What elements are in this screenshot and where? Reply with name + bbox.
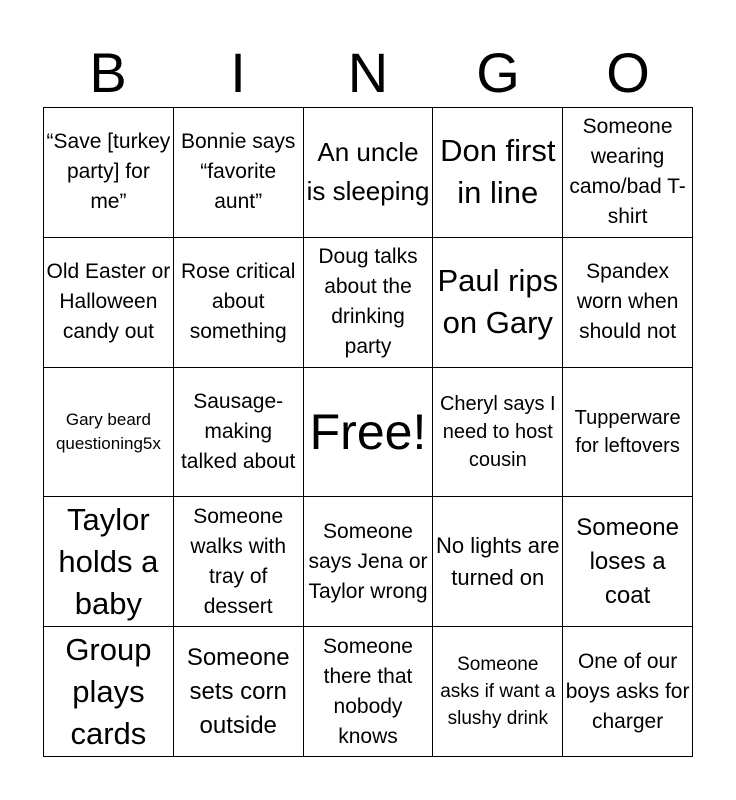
- bingo-header: [43, 40, 693, 106]
- bingo-cell-5-3[interactable]: [304, 627, 434, 757]
- bingo-cell-3-1[interactable]: [44, 368, 174, 498]
- bingo-cell-text: Doug talks about the drinking party: [318, 245, 418, 359]
- bingo-cell-text: An uncle is sleeping: [306, 137, 430, 207]
- bingo-cell-3-5[interactable]: [563, 368, 693, 498]
- header-letter-o: O: [606, 41, 650, 104]
- bingo-cell-text: “Save [turkey party] for me”: [46, 130, 171, 214]
- header-letter-i: I: [230, 41, 246, 104]
- bingo-cell-1-1[interactable]: [44, 108, 174, 238]
- bingo-cell-2-4[interactable]: [433, 238, 563, 368]
- bingo-cell-5-1[interactable]: [44, 627, 174, 757]
- bingo-cell-5-5[interactable]: [563, 627, 693, 757]
- bingo-cell-2-2[interactable]: [174, 238, 304, 368]
- bingo-cell-text: Gary beard questioning5x: [55, 409, 161, 453]
- bingo-cell-text: Someone there that nobody knows: [323, 634, 413, 748]
- bingo-cell-1-4[interactable]: [433, 108, 563, 238]
- bingo-cell-text: One of our boys asks for charger: [565, 649, 690, 733]
- header-letter-g: G: [476, 41, 520, 104]
- bingo-cell-2-1[interactable]: [44, 238, 174, 368]
- bingo-cell-free[interactable]: [304, 368, 434, 498]
- bingo-cell-text: Paul rips on Gary: [437, 263, 559, 341]
- bingo-cell-5-4[interactable]: [433, 627, 563, 757]
- bingo-cell-2-5[interactable]: [563, 238, 693, 368]
- bingo-cell-3-2[interactable]: [174, 368, 304, 498]
- bingo-cell-4-5[interactable]: [563, 497, 693, 627]
- bingo-cell-text: Someone walks with tray of dessert: [190, 504, 287, 618]
- bingo-cell-text: Taylor holds a baby: [58, 501, 159, 621]
- bingo-cell-text: Someone loses a coat: [576, 513, 679, 609]
- bingo-cell-text: Someone sets corn outside: [186, 643, 290, 739]
- bingo-cell-text: Sausage-making talked about: [180, 389, 296, 473]
- free-space-text: Free!: [309, 403, 427, 460]
- bingo-cell-1-3[interactable]: [304, 108, 434, 238]
- bingo-cell-1-2[interactable]: [174, 108, 304, 238]
- bingo-cell-text: Bonnie says “favorite aunt”: [180, 130, 296, 214]
- bingo-cell-5-2[interactable]: [174, 627, 304, 757]
- bingo-cell-text: Someone wearing camo/bad T-shirt: [569, 115, 686, 229]
- bingo-cell-text: Cheryl says I need to host cousin: [439, 392, 556, 471]
- bingo-cell-text: Don first in line: [440, 133, 556, 211]
- bingo-cell-text: Spandex worn when should not: [576, 260, 679, 344]
- bingo-cell-3-4[interactable]: [433, 368, 563, 498]
- bingo-cell-text: Tupperware for leftovers: [574, 406, 681, 457]
- bingo-cell-text: Someone asks if want a slushy drink: [440, 654, 556, 730]
- bingo-cell-text: Group plays cards: [65, 631, 152, 751]
- header-letter-n: N: [347, 41, 389, 104]
- bingo-cell-4-3[interactable]: [304, 497, 434, 627]
- bingo-cell-4-2[interactable]: [174, 497, 304, 627]
- bingo-cell-4-4[interactable]: [433, 497, 563, 627]
- bingo-cell-text: Someone says Jena or Taylor wrong: [308, 519, 428, 603]
- bingo-cell-2-3[interactable]: [304, 238, 434, 368]
- bingo-cell-text: Old Easter or Halloween candy out: [46, 260, 171, 344]
- header-letter-b: B: [89, 41, 127, 104]
- bingo-cell-4-1[interactable]: [44, 497, 174, 627]
- bingo-card: [43, 107, 693, 757]
- bingo-cell-text: No lights are turned on: [436, 532, 560, 590]
- bingo-cell-1-5[interactable]: [563, 108, 693, 238]
- bingo-cell-text: Rose critical about something: [181, 260, 296, 344]
